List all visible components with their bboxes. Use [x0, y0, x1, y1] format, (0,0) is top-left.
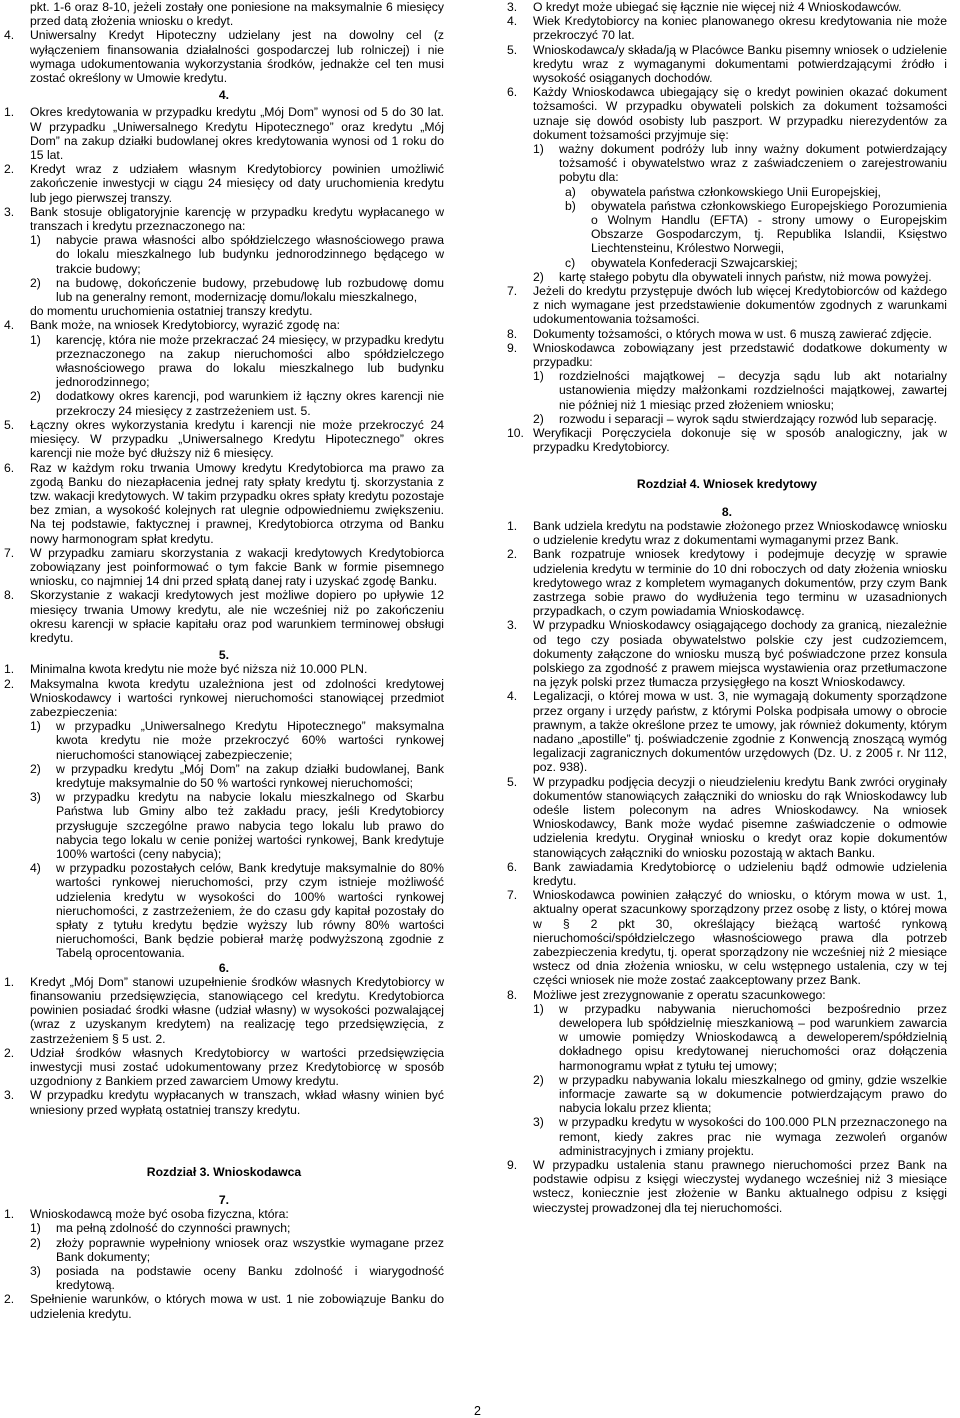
numbered-paragraph	[4, 461, 444, 546]
item-text: W przypadku ustalenia stanu prawnego nieruchomości przez Bank na podstawie odpisu z księgi wieczystej wydanego wcześniej niż 3 miesiące wstecz, koniecznie jest złożenie w Banku aktualnego odpisu z księgi wieczystej prowadzonej dla tej nieruchomości.	[533, 1158, 947, 1215]
item-text: Wnioskodawca/y składa/ją w Placówce Banku pisemny wniosek o udzielenie kredytu wraz z wymaganymi dokumentami potwierdzającymi źródło i wysokość osiąganych dochodów.	[533, 42, 947, 86]
item-text: posiada na podstawie oceny Banku zdolność i wiarygodność kredytową.	[56, 1264, 444, 1293]
item-number: 4.	[507, 14, 518, 29]
item-text: 8.	[721, 504, 733, 519]
item-number: 1.	[4, 105, 15, 120]
item-number: 1)	[30, 332, 41, 347]
numbered-paragraph	[4, 28, 444, 85]
item-text: Bank może, na wniosek Kredytobiorcy, wyrazić zgodę na:	[30, 318, 341, 333]
list-item	[507, 412, 947, 426]
section-heading	[507, 477, 947, 491]
item-number: 1)	[30, 1221, 41, 1236]
list-item	[4, 389, 444, 417]
item-text: Wnioskodawca zobowiązany jest przedstawić dodatkowe dokumenty w przypadku:	[533, 340, 947, 370]
item-number: 6.	[4, 460, 15, 475]
item-text: nabycie prawa własności albo spółdzielczego własnościowego prawa do lokalu mieszkalnego lub budynku jednorodzinnego będącego w trakcie budowy;	[56, 233, 444, 276]
item-text: Wnioskodawca powinien załączyć do wniosku, o którym mowa w ust. 1, aktualny operat szacunkowy sporządzony przez osobę z listy, o której mowa w § 2 pkt 30, określający bieżącą wartość rynkową nieruchomości/spółdzielczego własnościowego prawa dla potrzeb zabezpieczenia kredytu, tj. operat sporządzony nie wcześniej niż 2 miesiące wstecz od dnia złożenia wniosku, w celu wstępnego ustalenia, czy w tej części wniosek nie może zostać zaakceptowany przez Bank.	[533, 888, 947, 988]
numbered-paragraph	[507, 85, 947, 142]
item-text: O kredyt może ubiegać się łącznie nie więcej niż 4 Wnioskodawców.	[533, 0, 902, 14]
item-number: 9.	[507, 340, 518, 355]
item-text: złoży poprawnie wypełniony wniosek oraz wszystkie wymagane przez Bank dokumenty;	[56, 1235, 444, 1264]
item-text: Udział środków własnych Kredytobiorcy w wartości przedsięwzięcia inwestycji musi zostać udokumentowany przez Kredytobiorcę w sposób uzgodniony z Bankiem przed zawarciem Umowy kredytu.	[30, 1045, 444, 1089]
item-number: 2)	[30, 275, 41, 290]
item-text: Bank rozpatruje wniosek kredytowy i podejmuje decyzję w sprawie udzielenia kredytu w terminie do 10 dni roboczych od daty złożenia wniosku kredytowego wraz z kompletem wymaganych dokumentów, przy czym Bank zastrzega sobie prawo do wydłużenia tego terminu w uzasadnionych przypadkach, o czym powiadamia Wnioskodawcę.	[533, 547, 947, 619]
numbered-paragraph	[507, 14, 947, 42]
item-text: w przypadku pozostałych celów, Bank kredytuje maksymalnie do 80% wartości rynkowej nieruchomości, przy czym istnieje możliwość udzielenia kredytu w wysokości do 100% wartości rynkowej nieruchomości, z zastrzeżeniem, że do czasu gdy kapitał pozostały do spłaty z tytułu kredytu będzie wyższy lub równy 80% wartości nieruchomości, Bank będzie pobierał marżę podwyższoną zgodnie z Tabelą oprocentowania.	[56, 861, 444, 961]
item-number: 5.	[507, 774, 518, 789]
item-text: w przypadku nabywania lokalu mieszkalnego od gminy, gdzie wszelkie informacje zawarte są w dokumencie potwierdzającym prawo do nabycia lokalu przez klienta;	[559, 1072, 947, 1116]
item-text: W przypadku zamiaru skorzystania z wakacji kredytowych Kredytobiorca zobowiązany jest poinformować o tym fakcie Bank w formie pisemnego wniosku, co najmniej 14 dni przed spłatą danej raty i uzyskać zgodę Banku.	[30, 545, 444, 589]
item-text: Maksymalna kwota kredytu uzależniona jest od zdolności kredytowej Wnioskodawcy i wartości rynkowej nieruchomości stanowiącej przedmiot zabezpieczenia:	[30, 676, 444, 719]
item-number: 3.	[507, 0, 518, 14]
item-number: 3.	[4, 204, 15, 219]
numbered-paragraph	[507, 1158, 947, 1215]
page-number: 2	[474, 1404, 481, 1418]
list-item	[4, 861, 444, 960]
item-number: 6.	[507, 85, 518, 100]
item-text: Legalizacji, o której mowa w ust. 3, nie wymagają dokumenty sporządzone przez organy i urzędy państw, z którymi Polska podpisała umowy o obrocie prawnym, a także określone przez te umowy, jak również dokumenty, którym nadano „apostille” tj. poświadczenie zgodnie z Konwencją znoszącą wymóg legalizacji zagranicznych dokumentów urzędowych (Dz. U. z 2005 r. Nr 112, poz. 938).	[533, 689, 947, 775]
list-item	[507, 256, 947, 270]
item-text: w przypadku nabywania nieruchomości bezpośrednio przez dewelopera lub spółdzielnię mieszkaniową – pod warunkiem zawarcia w umowie pomiędzy Wnioskodawcą a deweloperem/spółdzielnią dokładnego opisu kredytowanej nieruchomości oraz dołączenia harmonogramu wpłat z tytułu tej umowy;	[559, 1001, 947, 1073]
list-item	[4, 333, 444, 390]
item-text: Okres kredytowania w przypadku kredytu „Mój Dom” wynosi od 5 do 30 lat. W przypadku „Uniwersalnego Kredytu Hipotecznego” oraz kredytu „Mój Dom” na zakup działki budowlanej okres kredytowania wynosi od 1 roku do 15 lat.	[30, 105, 444, 163]
item-number: 1)	[30, 233, 41, 248]
item-number: 1)	[533, 1001, 544, 1016]
item-text: ważny dokument podróży lub inny ważny dokument potwierdzający tożsamość i obywatelstwo wraz z zaświadczeniem o zarejestrowaniu pobytu dla:	[559, 142, 947, 185]
item-number: 3)	[30, 790, 41, 805]
item-number: 9.	[507, 1158, 518, 1173]
item-number: 8.	[507, 326, 518, 341]
item-number: 3.	[507, 618, 518, 633]
list-item	[507, 1073, 947, 1116]
numbered-paragraph	[507, 689, 947, 774]
item-number: 6.	[507, 859, 518, 874]
item-number: 1)	[30, 719, 41, 734]
numbered-paragraph	[507, 341, 947, 369]
list-item	[507, 1002, 947, 1073]
item-text: Wiek Kredytobiorcy na koniec planowanego okresu kredytowania nie może przekroczyć 70 lat.	[533, 14, 947, 43]
item-number: 2.	[4, 162, 15, 177]
item-text: Weryfikacji Poręczyciela dokonuje się w sposób analogiczny, jak w przypadku Kredytobiorcy.	[533, 426, 947, 455]
item-number: c)	[565, 255, 576, 270]
item-text: w przypadku „Uniwersalnego Kredytu Hipotecznego” maksymalna kwota kredytu nie może przekroczyć 60% wartości rynkowej nieruchomości stanowiącej zabezpieczenie;	[56, 719, 444, 762]
item-text: w przypadku kredytu „Mój Dom” na zakup działki budowlanej, Bank kredytuje maksymalnie do 50 % wartości rynkowej nieruchomości;	[56, 761, 444, 790]
list-item	[4, 233, 444, 276]
item-number: 7.	[507, 888, 518, 903]
numbered-paragraph	[507, 888, 947, 987]
numbered-paragraph	[4, 205, 444, 233]
item-text: Spełnienie warunków, o których mowa w ust. 1 nie zobowiązuje Banku do udzielenia kredytu.	[30, 1292, 444, 1321]
section-heading	[4, 961, 444, 975]
section-heading	[4, 88, 444, 102]
numbered-paragraph	[507, 327, 947, 341]
item-number: 2)	[533, 411, 544, 426]
list-item	[507, 270, 947, 284]
item-number: 1.	[4, 974, 15, 989]
numbered-paragraph	[4, 546, 444, 589]
item-text: Rozdział 3. Wnioskodawca	[146, 1164, 302, 1179]
item-text: kartę stałego pobytu dla obywateli innych państw, niż mowa powyżej.	[559, 269, 932, 284]
list-item	[4, 762, 444, 790]
item-number: 1.	[507, 518, 518, 533]
numbered-paragraph	[507, 284, 947, 327]
list-item	[507, 199, 947, 256]
list-item	[4, 719, 444, 762]
paragraph-text	[4, 304, 444, 318]
list-item	[4, 790, 444, 861]
item-text: Kredyt wraz z udziałem własnym Kredytobiorcy powinien umożliwić zakończenie inwestycji w ciągu 24 miesięcy od daty uruchomienia kredytu lub jego pierwszej transzy.	[30, 162, 444, 205]
item-number: 4.	[4, 318, 15, 333]
item-number: 5.	[507, 42, 518, 57]
numbered-paragraph	[4, 105, 444, 162]
item-text: karencję, która nie może przekraczać 24 miesięcy, w przypadku kredytu przeznaczonego na zakup nieruchomości albo spółdzielczego własnościowego prawa do lokalu mieszkalnego lub budynku jednorodzinnego;	[56, 332, 444, 390]
item-text: pkt. 1-6 oraz 8-10, jeżeli zostały one poniesione na maksymalnie 6 miesięcy przed datą złożenia wniosku o kredyt.	[30, 0, 444, 29]
list-item	[507, 185, 947, 199]
item-text: Bank udziela kredytu na podstawie złożonego przez Wnioskodawcę wniosku o udzielenie kredytu wraz z dokumentami wymaganymi przez Bank.	[533, 518, 947, 548]
right-column	[507, 0, 947, 1215]
left-column	[4, 0, 444, 1321]
item-text: obywatela państwa członkowskiego Europejskiego Porozumienia o Wolnym Handlu (EFTA) - strony umowy o Europejskim Obszarze Gospodarczym, tj. Republika Islandii, Księstwo Liechtensteinu, Królestwo Norwegii,	[591, 198, 947, 256]
numbered-paragraph	[4, 588, 444, 645]
item-number: 8.	[4, 588, 15, 603]
item-text: obywatela państwa członkowskiego Unii Europejskiej,	[591, 184, 881, 199]
item-text: Skorzystanie z wakacji kredytowych jest możliwe dopiero po upływie 12 miesięcy trwania Umowy kredytu, ale nie wcześniej niż po zakończeniu okresu karencji w spłacie kapitału oraz pod warunkiem terminowej obsługi kredytu.	[30, 588, 444, 645]
item-number: 2.	[4, 1045, 15, 1060]
item-text: 7.	[218, 1193, 230, 1208]
list-item	[507, 1115, 947, 1158]
item-text: Bank zawiadamia Kredytobiorcę o udzieleniu bądź odmowie udzielenia kredytu.	[533, 859, 947, 888]
item-number: 4.	[507, 689, 518, 704]
numbered-paragraph	[507, 775, 947, 860]
item-text: Wnioskodawcą może być osoba fizyczna, która:	[30, 1207, 289, 1222]
item-text: W przypadku podjęcia decyzji o nieudzieleniu kredytu Bank zwróci oryginały dokumentów stanowiących załączniki do wniosku do rąk Wnioskodawcy lub odeśle listem poleconym na adres Wnioskodawcy. Na wniosek Wnioskodawcy, Bank może wydać pisemne zaświadczenie o odmowie udzielenia kredytu. Oryginał wniosku o kredyt oraz kopie dokumentów stanowiących załączniki do wniosku pozostają w aktach Banku.	[533, 774, 947, 860]
item-text: ma pełną zdolność do czynności prawnych;	[56, 1221, 291, 1236]
item-text: dodatkowy okres karencji, pod warunkiem iż łączny okres karencji nie przekroczy 24 miesięcy z zastrzeżeniem ust. 5.	[56, 389, 444, 418]
numbered-paragraph	[4, 662, 444, 676]
item-number: 2.	[4, 676, 15, 691]
item-number: 7.	[507, 284, 518, 299]
item-text: Łączny okres wykorzystania kredytu i karencji nie może przekroczyć 24 miesięcy. W przypadku „Uniwersalnego Kredytu Hipotecznego” okres karencji nie może być dłuższy niż 6 miesięcy.	[30, 417, 444, 461]
item-text: na budowę, dokończenie budowy, przebudowę lub rozbudowę domu lub na generalny remont, modernizację domu/lokalu mieszkalnego,	[56, 275, 444, 305]
section-heading	[4, 1193, 444, 1207]
item-text: Raz w każdym roku trwania Umowy kredytu Kredytobiorca ma prawo za zgodą Banku do niezapłacenia jednej raty spłaty kredytu tj. skorzystania z tzw. wakacji kredytowych. W takim przypadku okres spłaty kredytu pozostaje bez zmian, a wysokość kolejnych rat ulegnie odpowiedniemu zwiększeniu. Na tej podstawie, faktycznej i prawnej, Kredytobiorca otrzyma od Banku nowy harmonogram spłat kredytu.	[30, 460, 444, 546]
numbered-paragraph	[507, 0, 947, 14]
item-text: w przypadku kredytu w wysokości do 100.000 PLN przeznaczonego na remont, kiedy zakres prac nie wymaga zezwoleń organów administracyjnych i zmiany projektu.	[559, 1115, 947, 1158]
item-number: 4.	[4, 28, 15, 43]
item-number: 1)	[533, 142, 544, 157]
numbered-paragraph	[507, 860, 947, 888]
item-text: Możliwe jest zrezygnowanie z operatu szacunkowego:	[533, 987, 826, 1002]
item-text: W przypadku kredytu wypłacanych w transzach, wkład własny winien być wniesiony przed wypłatą ostatniej transzy kredytu.	[30, 1088, 444, 1117]
item-number: 8.	[507, 987, 518, 1002]
item-number: 2)	[533, 269, 544, 284]
item-number: a)	[565, 184, 576, 199]
item-number: 7.	[4, 545, 15, 560]
item-text: Jeżeli do kredytu przystępuje dwóch lub więcej Kredytobiorców od każdego z nich wymagane jest przedstawienie dokumentów zgodnych z warunkami udokumentowania tożsamości.	[533, 284, 947, 327]
item-number: 1.	[4, 1207, 15, 1222]
numbered-paragraph	[507, 988, 947, 1002]
item-text: rozdzielności majątkowej – decyzja sądu lub akt notarialny ustanowienia między małżonkami rozdzielności majątkowej, zawartej nie później niż 1 miesiąc przed złożeniem wniosku;	[559, 369, 947, 412]
item-text: 5.	[218, 648, 230, 663]
section-heading	[4, 648, 444, 662]
item-number: b)	[565, 198, 576, 213]
list-item	[4, 1236, 444, 1264]
numbered-paragraph	[4, 318, 444, 332]
item-text: W przypadku Wnioskodawcy osiągającego dochody za granicą, niezależnie od tego czy posiada obywatelstwo polskie czy jest cudzoziemcem, dokumenty załączone do wniosku muszą być poświadczone przez konsula polskiego za zgodność z prawem miejsca wystawienia oraz przetłumaczone na język polski przez tłumacza przysięgłego na koszt Wnioskodawcy.	[533, 618, 947, 690]
numbered-paragraph	[507, 618, 947, 689]
item-text: Bank stosuje obligatoryjnie karencję w przypadku kredytu wypłacanego w transzach i kredytu przeznaczonego na:	[30, 204, 444, 234]
item-text: obywatela Konfederacji Szwajcarskiej;	[591, 255, 798, 270]
item-number: 2.	[4, 1292, 15, 1307]
item-number: 2)	[30, 1235, 41, 1250]
item-text: Dokumenty tożsamości, o których mowa w ust. 6 muszą zawierać zdjęcie.	[533, 326, 932, 341]
item-text: Rozdział 4. Wniosek kredytowy	[636, 476, 818, 491]
numbered-paragraph	[4, 975, 444, 1046]
item-number: 3.	[4, 1088, 15, 1103]
item-text: Uniwersalny Kredyt Hipoteczny udzielany jest na dowolny cel (z wyłączeniem finansowania działalności gospodarczej lub rolniczej) i nie wymaga udokumentowania wykorzystania środków, jednakże cel ten musi zostać określony w Umowie kredytu.	[30, 28, 444, 86]
list-item	[4, 1264, 444, 1292]
item-number: 4)	[30, 861, 41, 876]
list-item	[507, 369, 947, 412]
numbered-paragraph	[507, 547, 947, 618]
item-number: 2)	[30, 761, 41, 776]
item-text: 6.	[218, 960, 230, 975]
numbered-paragraph	[4, 1088, 444, 1116]
numbered-paragraph	[4, 418, 444, 461]
section-heading	[4, 1165, 444, 1179]
item-text: do momentu uruchomienia ostatniej transzy kredytu.	[30, 304, 313, 319]
item-number: 3)	[30, 1264, 41, 1279]
item-number: 1)	[533, 369, 544, 384]
item-text: Minimalna kwota kredytu nie może być niższa niż 10.000 PLN.	[30, 662, 368, 677]
numbered-paragraph	[4, 677, 444, 720]
numbered-paragraph	[507, 43, 947, 86]
list-item	[507, 142, 947, 185]
item-text: Kredyt „Mój Dom” stanowi uzupełnienie środków własnych Kredytobiorcy w finansowaniu przedsięwzięcia, stanowiącego cel kredytu. Kredytobiorca powinien posiadać środki własne (udział własny) w wysokości pozwalającej (wraz z uzyskanym kredytem) na realizację tego przedsięwzięcia, z zastrzeżeniem § 5 ust. 2.	[30, 974, 444, 1046]
item-number: 1.	[4, 662, 15, 677]
numbered-paragraph	[507, 519, 947, 547]
numbered-paragraph	[507, 426, 947, 454]
item-number: 2)	[533, 1072, 544, 1087]
item-number: 5.	[4, 417, 15, 432]
item-text: rozwodu i separacji – wyrok sądu stwierdzający rozwód lub separację.	[559, 411, 937, 426]
numbered-paragraph	[4, 162, 444, 205]
item-number: 3)	[533, 1115, 544, 1130]
numbered-paragraph	[4, 1046, 444, 1089]
numbered-paragraph	[4, 1292, 444, 1320]
list-item	[4, 276, 444, 304]
item-number: 10.	[507, 426, 524, 441]
section-heading	[507, 505, 947, 519]
paragraph-text	[4, 0, 444, 28]
item-text: 4.	[218, 88, 230, 103]
numbered-paragraph	[4, 1207, 444, 1221]
item-text: Każdy Wnioskodawca ubiegający się o kredyt powinien okazać dokument tożsamości. W przypadku obywateli polskich za dokument tożsamości uznaje się dowód osobisty lub paszport. W przypadku nierezydentów za dokument tożsamości przyjmuje się:	[533, 85, 947, 142]
item-number: 2.	[507, 547, 518, 562]
list-item	[4, 1221, 444, 1235]
item-number: 2)	[30, 389, 41, 404]
item-text: w przypadku kredytu na nabycie lokalu mieszkalnego od Skarbu Państwa lub Gminy albo też zakładu pracy, jeśli Kredytobiorcy przysługuje szczególne prawo nabycia tego lokalu lub prawo do nabycia tego lokalu w cenie poniżej wartości rynkowej, Bank kredytuje 100% wartości (ceny nabycia);	[56, 790, 444, 861]
